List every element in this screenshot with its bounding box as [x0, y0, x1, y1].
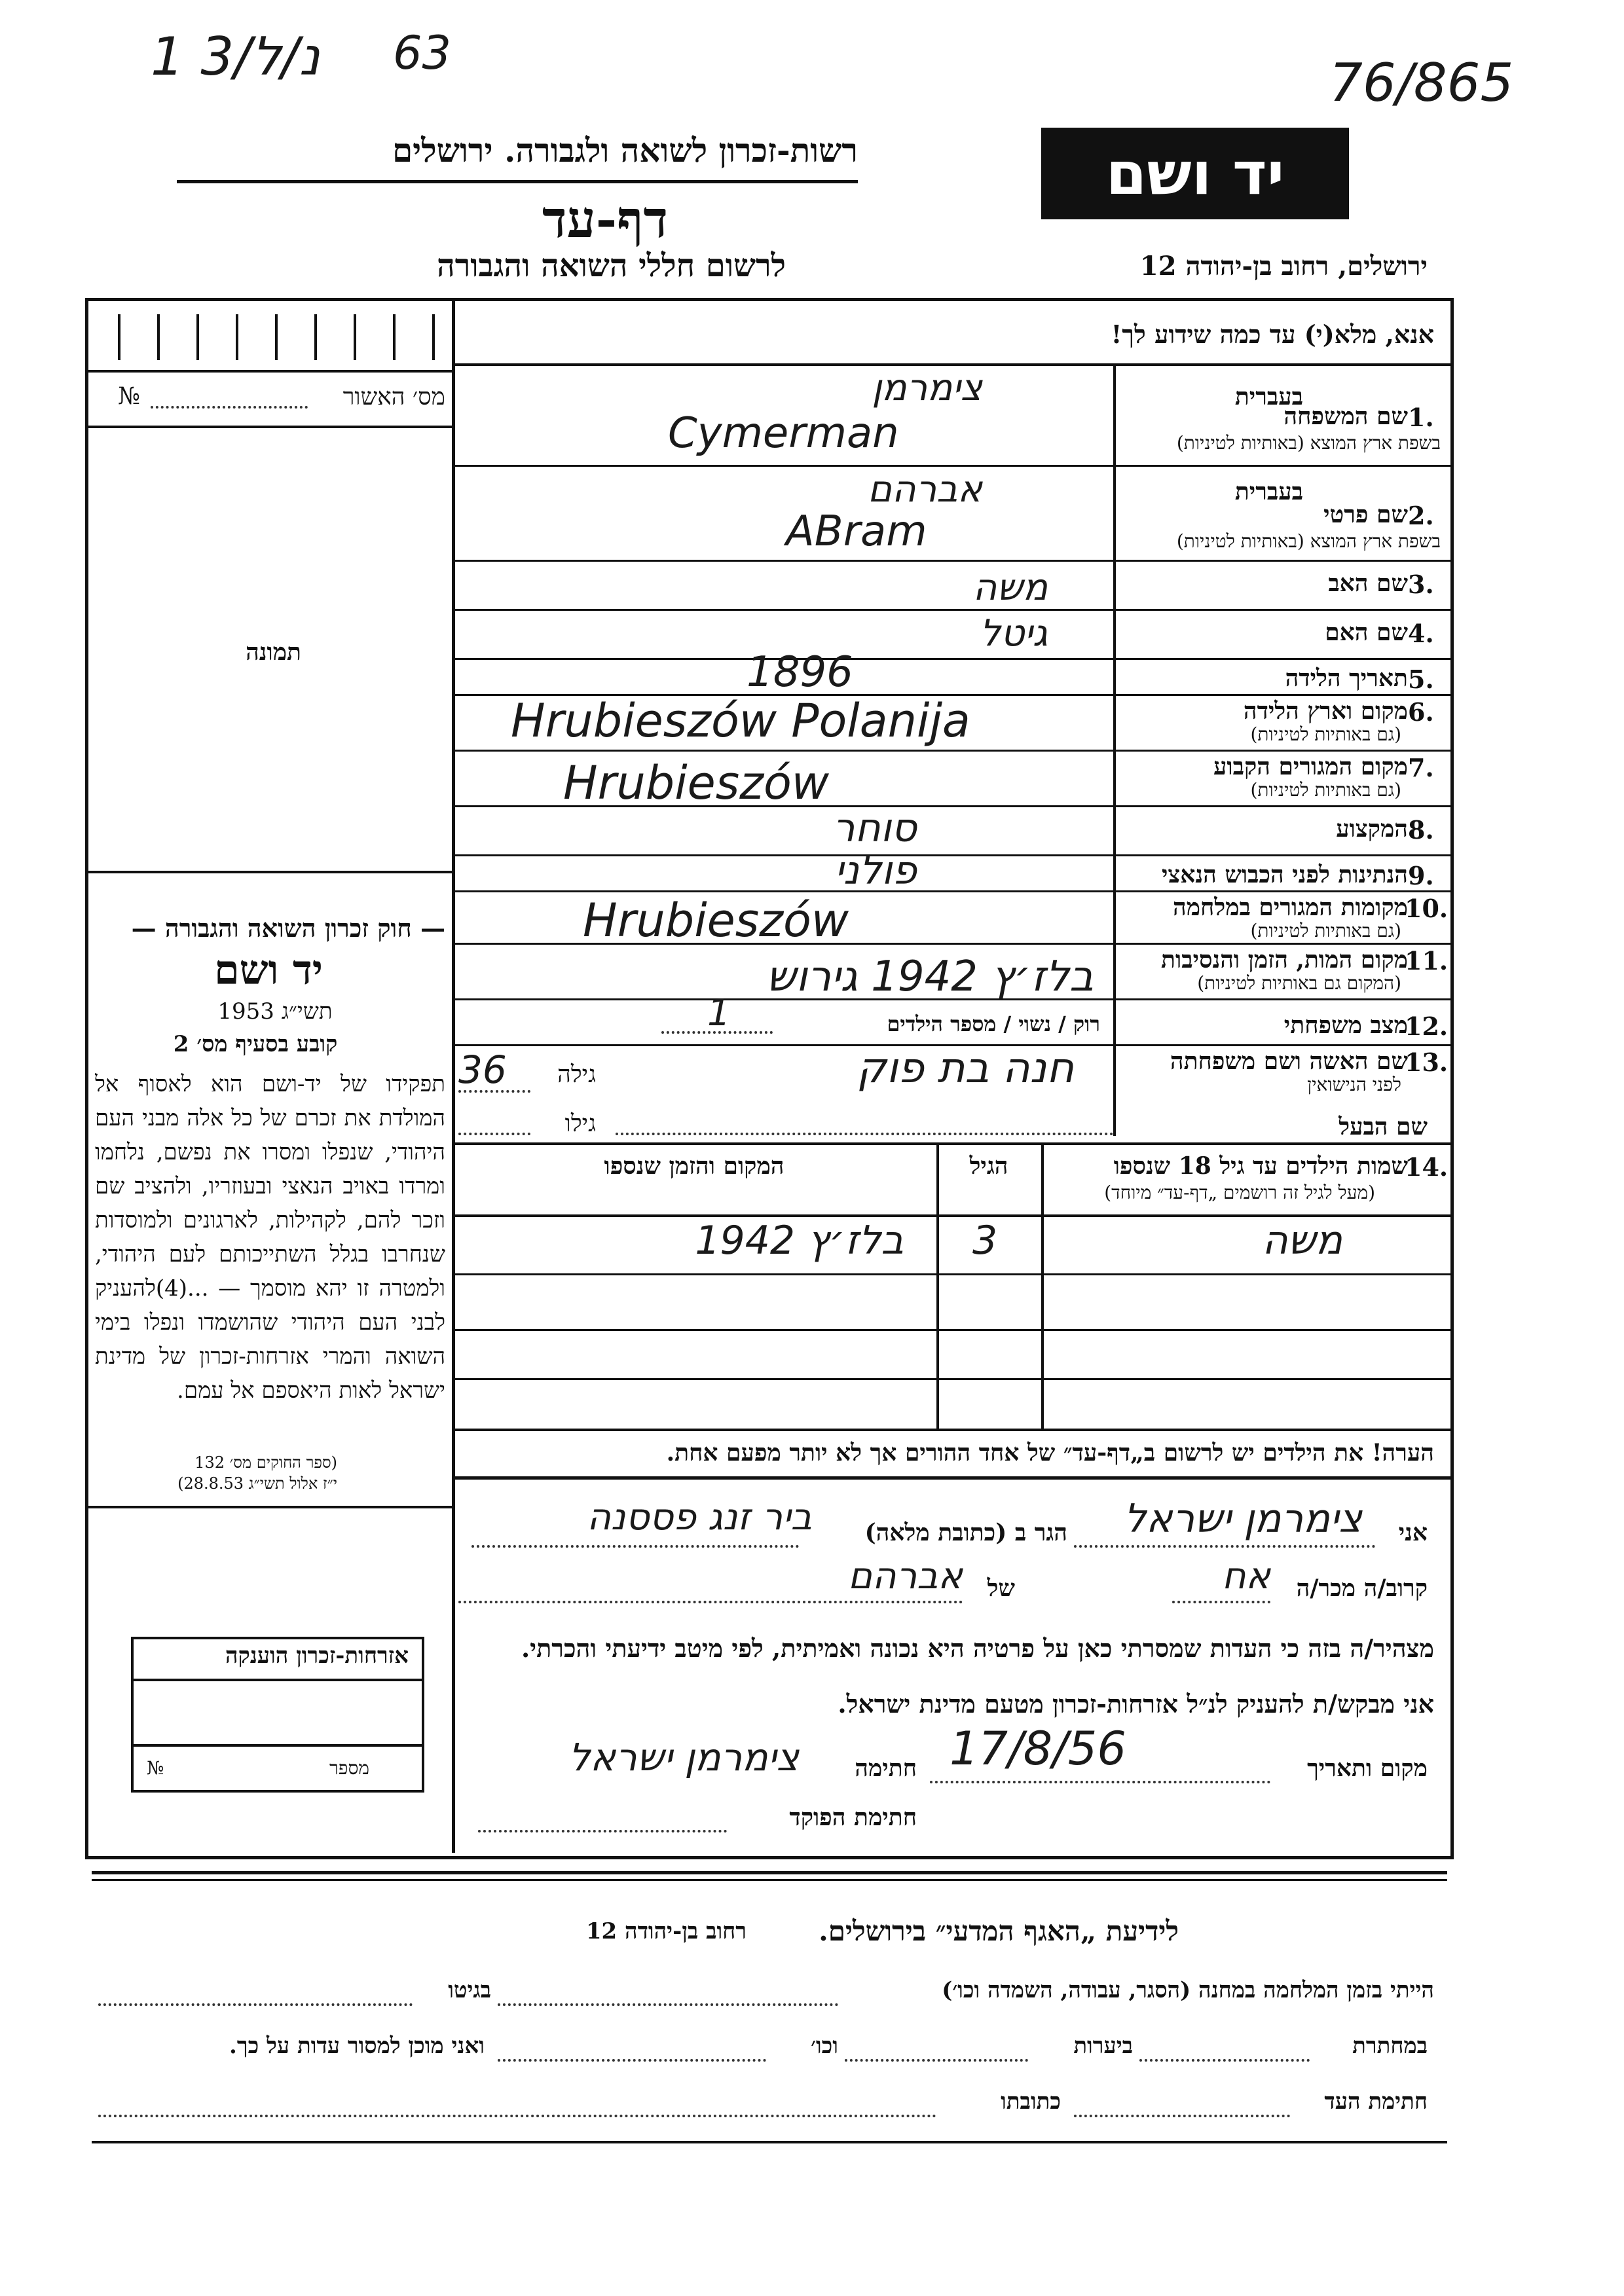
approval-no: №: [118, 383, 141, 410]
law-text: תפקידו של יד-ושם הוא לאסוף אל המולדת את זכרם של כל אלה מבני העם היהודי, שנפלו ומסרו את נפשם, נלחמו ומרדו באויב הנאצי ובעוזריו, ולהציב שם וזכר להם, לקהילות, לארגונים ולמוסדות שנחרבו בגלל השתייכותם לעם היהודי, ולמטרה זו יהא מוסמך — ...(4)להעניק לבני העם היהודי שהושמדו ונפלו בימי השואה והמרי אזרחות-זכרון של מדינת ישראל לאות היאספם אל עמם.: [95, 1071, 445, 1404]
field-11-sub: (המקום גם באותיות לטיניות): [1197, 972, 1401, 994]
field-3-num: 3.: [1408, 570, 1434, 599]
official-signature-label: חתימת הפוקד: [789, 1804, 917, 1831]
field-1-heb-tag: בעברית: [1234, 383, 1303, 410]
child-age: 3: [972, 1218, 998, 1264]
bottom-line3-a: חתימת העד: [1324, 2088, 1428, 2115]
children-header: שמות הילדים עד גיל 18 שנספו: [1113, 1152, 1408, 1180]
field-12-value: רוק / נשוי / מספר הילדים: [887, 1011, 1100, 1036]
field-6-label: מקום וארץ הלידה: [1243, 697, 1408, 725]
page-title: דף-עד: [542, 190, 668, 249]
citizenship-box: [131, 1637, 424, 1793]
field-2-num: 2.: [1408, 501, 1434, 530]
bottom-line2-a: במחתרת: [1352, 2033, 1428, 2059]
child-name: משה: [1262, 1218, 1342, 1264]
children-place-header: המקום והזמן שנספו: [604, 1152, 784, 1180]
citizenship-no: №: [147, 1757, 164, 1779]
field-13-age-label: גילה: [557, 1061, 596, 1088]
field-13-age: 36: [458, 1048, 507, 1092]
bottom-line2-b: ביערות: [1073, 2033, 1133, 2059]
law-year-hebrew: תשי״ג: [281, 998, 333, 1025]
field-2-value-lat: ABram: [786, 507, 927, 556]
bottom-title: לידיעת „האגף המדעי״ בירושלים.: [819, 1915, 1179, 1947]
date-value: 17/8/56: [950, 1722, 1126, 1776]
declarant-name: צימרמן ישראל: [1124, 1496, 1362, 1542]
field-5-value: 1896: [747, 648, 853, 697]
field-7-value: Hrubieszów: [563, 756, 830, 810]
field-4-num: 4.: [1408, 619, 1434, 648]
place-date-label: מקום ותאריך: [1307, 1755, 1428, 1782]
field-3-label: שם האב: [1328, 570, 1408, 597]
field-7-num: 7.: [1408, 753, 1434, 782]
field-6-sub: (גם באותיות לטיניות): [1250, 723, 1401, 745]
residing-label: הגר ב (כתובת מלאה): [864, 1519, 1067, 1546]
field-11-label: מקום המות, הזמן והנסיבות: [1161, 946, 1408, 974]
statement-text: מצהיר/ה בזה כי העדות שמסרתי כאן על פרטיה היא נכונה ואמיתית, לפי מיטב ידיעתי והכרתי.: [521, 1633, 1434, 1663]
relative-label: קרוב/ה מכר/ה: [1296, 1575, 1428, 1602]
logo-text: יד ושם: [1105, 139, 1285, 208]
field-5-label: תאריך הלידה: [1285, 665, 1408, 692]
field-1-label: שם המשפחה: [1283, 403, 1408, 430]
code-annotation: 63: [393, 26, 452, 80]
field-1-num: 1.: [1408, 403, 1434, 432]
signature-label: חתימה: [855, 1755, 917, 1782]
field-1-sub: בשפת ארץ המוצא (באותיות לטיניות): [1176, 432, 1441, 454]
field-10-label: מקומות המגורים במלחמה: [1173, 894, 1408, 921]
field-2-sub: בשפת ארץ המוצא (באותיות לטיניות): [1176, 530, 1441, 552]
field-9-value: פולני: [834, 848, 917, 894]
law-name: יד ושם: [213, 946, 323, 994]
approval-label: מס׳ האשור: [342, 384, 445, 410]
field-10-num: 10.: [1405, 894, 1449, 923]
of-value: אברהם: [847, 1555, 963, 1597]
field-12-label: מצב משפחתי: [1283, 1011, 1408, 1039]
sidebar-grid: [88, 314, 449, 360]
page-subtitle: לרשום חללי השואה והגבורה: [437, 247, 786, 284]
bottom-line1-b: בגיטו: [448, 1977, 491, 2003]
field-9-num: 9.: [1408, 861, 1434, 890]
law-year: 1953: [217, 998, 274, 1025]
yad-vashem-logo: [1041, 128, 1349, 219]
field-8-value: סוחר: [832, 805, 917, 851]
bottom-address: רחוב בן-יהודה 12: [585, 1918, 747, 1944]
children-age-header: הגיל: [969, 1152, 1008, 1180]
field-6-num: 6.: [1408, 697, 1434, 727]
field-13-label: שם האשה ושם משפחתה: [1170, 1048, 1408, 1075]
bottom-line2-c: וכו׳: [811, 2033, 838, 2059]
of-label: של: [987, 1575, 1015, 1602]
field-4-label: שם האם: [1325, 619, 1408, 646]
declarant-label: אני: [1398, 1519, 1428, 1546]
bottom-line3-b: כתובתו: [1001, 2088, 1061, 2115]
law-ref-2: י״ז אלול תשי״ג 28.8.53): [177, 1474, 337, 1493]
field-3-value: משה: [972, 566, 1048, 609]
field-13-num: 13.: [1405, 1048, 1449, 1077]
husband-label: שם הבעל: [1338, 1113, 1428, 1140]
child-place: בלז׳ץ 1942: [695, 1218, 904, 1264]
field-13-sub: לפני הנישואין: [1307, 1074, 1401, 1095]
authority-name: רשות-זכרון לשואה ולגבורה. ירושלים: [392, 131, 858, 170]
husband-age-label: גילו: [564, 1110, 596, 1137]
field-6-value: Hrubieszów Polanija: [511, 694, 970, 748]
field-2-heb-tag: בעברית: [1234, 478, 1303, 505]
law-title: — חוק זכרון השואה והגבורה —: [131, 913, 445, 943]
relative-value: אח: [1221, 1555, 1270, 1597]
field-12-children-count: 1: [707, 992, 731, 1034]
citizenship-number-label: מספר: [329, 1757, 369, 1779]
citizenship-title: אזרחות-זכרון הוענקה: [225, 1643, 409, 1669]
field-7-label: מקום המגורים הקבוע: [1213, 753, 1408, 780]
children-num: 14.: [1405, 1152, 1449, 1182]
declarant-address: ביר זנג פססנה: [587, 1496, 812, 1539]
field-10-value: Hrubieszów: [583, 894, 849, 947]
children-header-sub: (מעל לגיל זה רושמים „דף-עד״ מיוחד): [1104, 1182, 1375, 1203]
file-ref-annotation: 1 נ/ל/3: [151, 26, 320, 87]
field-11-value: בלז׳ץ 1942 גירוש: [766, 953, 1094, 1001]
law-section: קובע בסעיף מס׳ 2: [173, 1031, 338, 1057]
request-text: אני מבקש/ת להעניק לנ״ל אזרחות-זכרון מטעם מדינת ישראל.: [838, 1689, 1434, 1719]
top-right-annotation: 76/865: [1329, 52, 1514, 113]
field-1-value-heb: צימרמן: [872, 367, 982, 409]
field-5-num: 5.: [1408, 665, 1434, 694]
note-text: הערה! את הילדים יש לרשום ב„דף-עד״ של אחד ההורים אך לא יותר מפעם אחת.: [666, 1439, 1434, 1467]
bottom-line2-d: ואני מוכן למסור עדות על כך.: [229, 2033, 485, 2059]
field-7-sub: (גם באותיות לטיניות): [1250, 779, 1401, 801]
photo-label: תמונה: [246, 638, 301, 666]
header-address: ירושלים, רחוב בן-יהודה 12: [1139, 251, 1428, 282]
field-13-value: חנה בת פוק: [857, 1044, 1074, 1093]
instruction-text: אנא, מלא(י) עד כמה שידוע לך!: [1111, 319, 1434, 349]
field-2-label: שם פרטי: [1323, 501, 1408, 528]
field-1-value-lat: Cymerman: [668, 409, 899, 458]
field-12-num: 12.: [1405, 1011, 1449, 1041]
field-4-value: גיטל: [980, 612, 1048, 655]
field-2-value-heb: אברהם: [867, 468, 982, 511]
bottom-line1-a: הייתי בזמן המלחמה במחנה (הסגר, עבודה, השמדה וכו׳): [942, 1977, 1434, 2003]
field-8-num: 8.: [1408, 815, 1434, 845]
field-10-sub: (גם באותיות לטיניות): [1250, 920, 1401, 941]
field-9-label: הנתינות לפני הכבוש הנאצי: [1161, 861, 1408, 888]
signature-value: צימרמן ישראל: [568, 1735, 799, 1779]
field-11-num: 11.: [1405, 946, 1449, 975]
law-ref-1: (ספר החוקים מס׳ 132: [194, 1453, 337, 1472]
field-8-label: המקצוע: [1336, 815, 1408, 843]
